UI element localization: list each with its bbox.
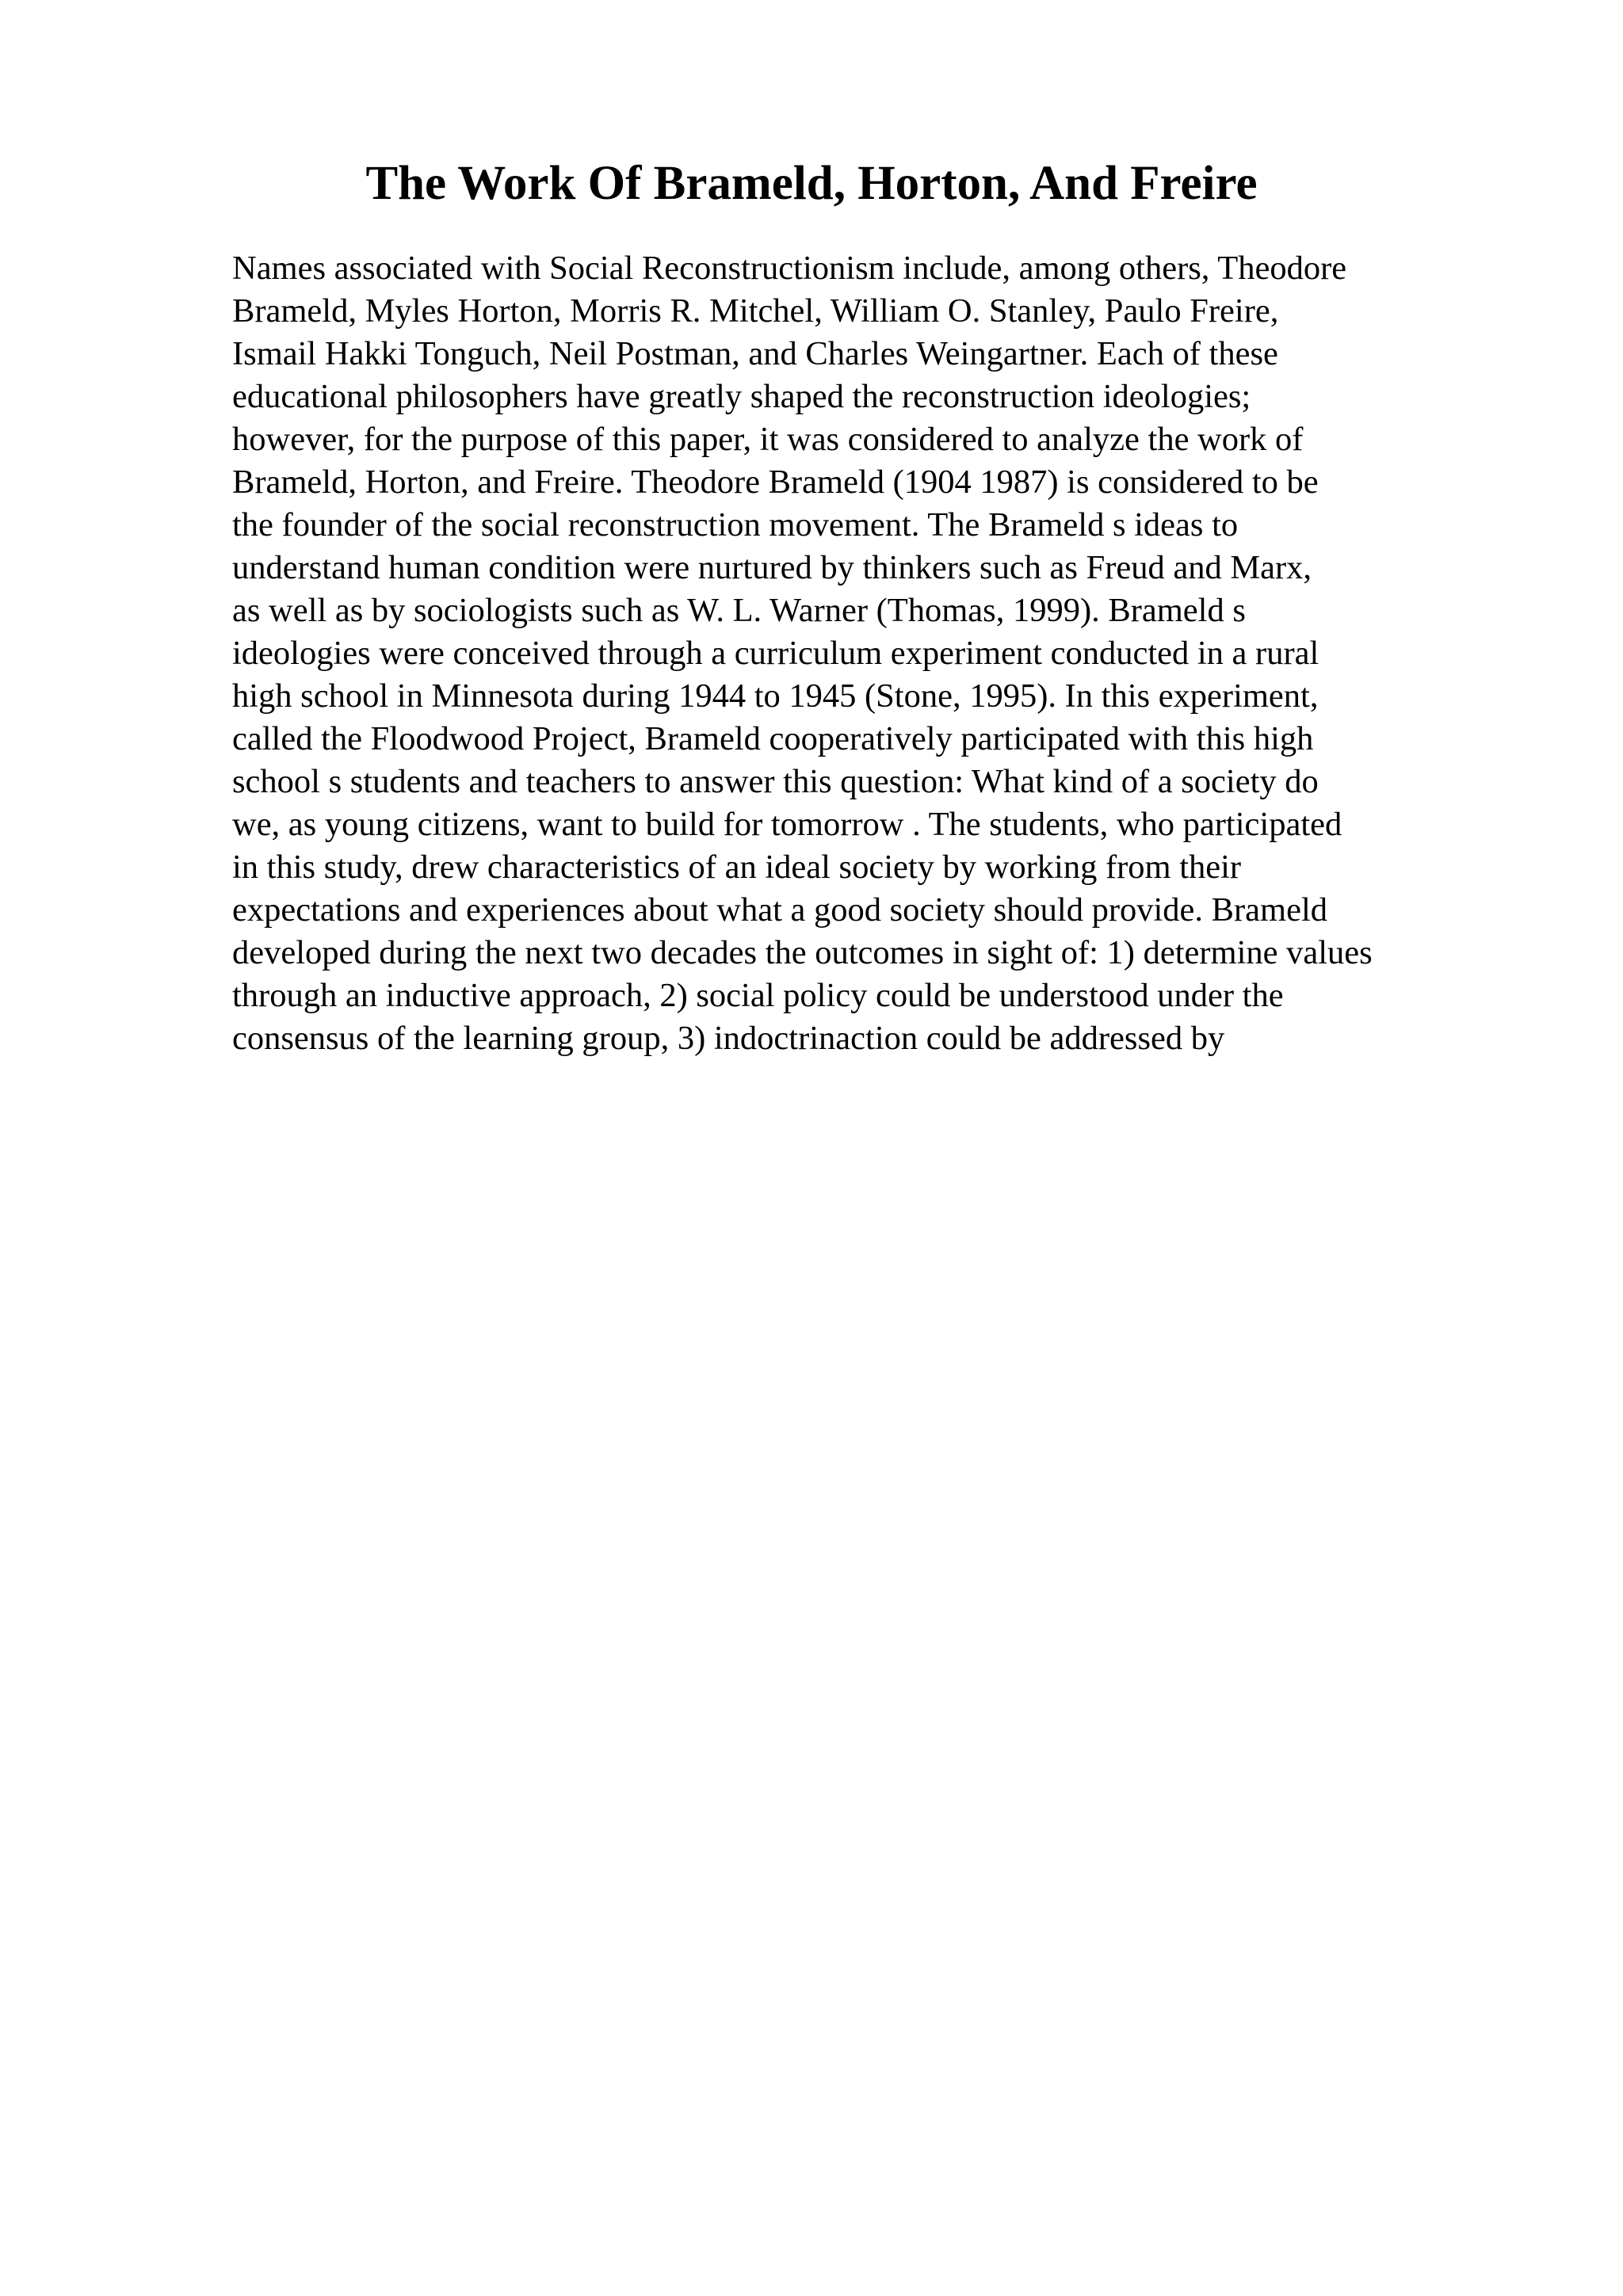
text-line: Brameld, Horton, and Freire. Theodore Brameld (1904 1987) is considered to be: [232, 463, 1319, 501]
text-line: we, as young citizens, want to build for tomorrow . The students, who participated: [232, 806, 1342, 843]
text-line: called the Floodwood Project, Brameld cooperatively participated with this high: [232, 720, 1314, 757]
body-paragraph: [232, 247, 1579, 1060]
text-line: Names associated with Social Reconstructionism include, among others, Theodore: [232, 250, 1347, 287]
document-title: The Work Of Brameld, Horton, And Freire: [365, 157, 1258, 210]
text-line: in this study, drew characteristics of an ideal society by working from their: [232, 849, 1242, 886]
text-line: school s students and teachers to answer this question: What kind of a society do: [232, 763, 1319, 800]
text-line: educational philosophers have greatly shaped the reconstruction ideologies;: [232, 378, 1251, 415]
text-line: ideologies were conceived through a curriculum experiment conducted in a rural: [232, 635, 1319, 672]
text-line: developed during the next two decades the outcomes in sight of: 1) determine values: [232, 934, 1373, 971]
text-line: through an inductive approach, 2) social policy could be understood under the: [232, 977, 1284, 1014]
text-line: expectations and experiences about what a good society should provide. Brameld: [232, 891, 1328, 929]
text-line: understand human condition were nurtured by thinkers such as Freud and Marx,: [232, 549, 1312, 586]
text-line: the founder of the social reconstruction movement. The Brameld s ideas to: [232, 506, 1239, 543]
text-line: high school in Minnesota during 1944 to 1945 (Stone, 1995). In this experiment,: [232, 677, 1319, 715]
text-line: however, for the purpose of this paper, it was considered to analyze the work of: [232, 421, 1304, 458]
text-line: Ismail Hakki Tonguch, Neil Postman, and Charles Weingartner. Each of these: [232, 335, 1278, 372]
text-line: Brameld, Myles Horton, Morris R. Mitchel, William O. Stanley, Paulo Freire,: [232, 292, 1279, 330]
text-line: as well as by sociologists such as W. L. Warner (Thomas, 1999). Brameld s: [232, 592, 1246, 629]
text-line: consensus of the learning group, 3) indoctrinaction could be addressed by: [232, 1020, 1225, 1057]
